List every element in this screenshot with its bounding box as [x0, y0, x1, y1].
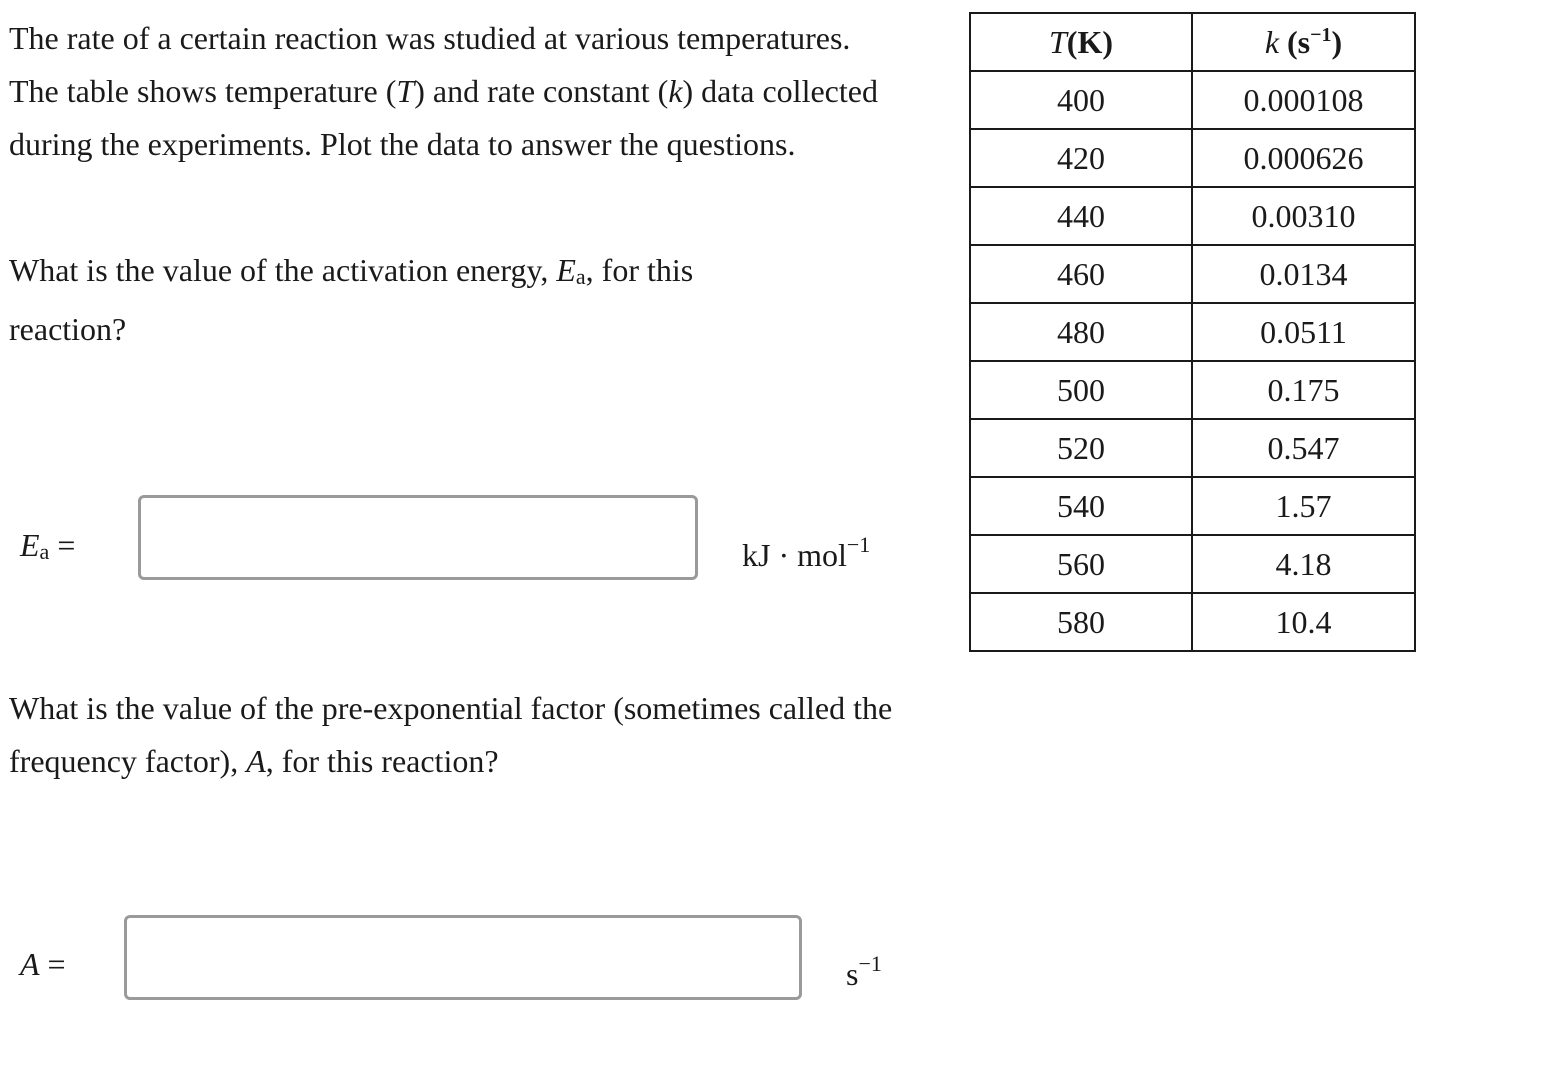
ea-unit-main: kJ · mol: [742, 537, 847, 573]
activation-energy-question: [9, 244, 809, 356]
pre-exponential-unit: [846, 944, 882, 994]
temperature-symbol: T: [396, 73, 415, 109]
rate-constant-cell: 0.0134: [1192, 245, 1415, 303]
ea-label: [20, 525, 75, 572]
header-k-symbol: k: [1264, 23, 1280, 60]
ea-label-symbol: E: [20, 527, 40, 563]
table-header-row: [970, 13, 1415, 71]
a-label-equals: =: [39, 946, 66, 982]
header-k-unit-close: ): [1331, 23, 1343, 60]
table-row: [970, 129, 1415, 187]
rate-constant-cell: 0.547: [1192, 419, 1415, 477]
temperature-cell: 460: [970, 245, 1192, 303]
pre-exponential-input[interactable]: [124, 915, 802, 1000]
activation-energy-unit: [742, 525, 870, 575]
pre-exponential-question: [9, 682, 909, 788]
header-t-unit: (K): [1066, 23, 1113, 60]
q1-text-2: , for this reaction?: [9, 252, 694, 347]
rate-constant-cell: 0.000626: [1192, 129, 1415, 187]
table-row: [970, 303, 1415, 361]
temperature-cell: 440: [970, 187, 1192, 245]
header-k-unit-open: (s: [1279, 23, 1311, 60]
ea-unit-exponent: −1: [846, 532, 871, 557]
rate-constant-symbol: k: [668, 73, 683, 109]
q1-ea-symbol: E: [556, 252, 576, 288]
header-k-unit: [1279, 24, 1342, 60]
q2-text-2: , for this reaction?: [265, 743, 499, 779]
q2-text-1: What is the value of the pre-exponential factor (sometimes called the frequency factor),: [9, 690, 893, 779]
header-rate-constant: [1192, 13, 1415, 71]
a-unit-exponent: −1: [858, 951, 882, 976]
table-row: [970, 535, 1415, 593]
temperature-cell: 540: [970, 477, 1192, 535]
table-row: [970, 187, 1415, 245]
temperature-rate-table: [969, 12, 1416, 652]
header-temperature: [970, 13, 1192, 71]
q1-text-1: What is the value of the activation energy,: [9, 252, 557, 288]
table-row: [970, 71, 1415, 129]
intro-text-2: ) and rate constant (: [414, 73, 669, 109]
intro-text-1: The rate of a certain reaction was studied at various temperatures. The table shows temperature (: [9, 20, 851, 109]
header-k-unit-exponent: −1: [1310, 23, 1332, 46]
rate-constant-cell: 10.4: [1192, 593, 1415, 651]
temperature-cell: 560: [970, 535, 1192, 593]
header-t-symbol: T: [1049, 23, 1067, 60]
table-row: [970, 593, 1415, 651]
rate-constant-cell: 0.000108: [1192, 71, 1415, 129]
rate-constant-cell: 0.00310: [1192, 187, 1415, 245]
q1-ea-subscript: a: [575, 264, 586, 289]
rate-constant-cell: 4.18: [1192, 535, 1415, 593]
rate-constant-cell: 1.57: [1192, 477, 1415, 535]
a-label-symbol: A: [20, 946, 40, 982]
ea-label-equals: =: [49, 527, 76, 563]
rate-constant-cell: 0.0511: [1192, 303, 1415, 361]
rate-constant-cell: 0.175: [1192, 361, 1415, 419]
temperature-cell: 520: [970, 419, 1192, 477]
temperature-cell: 580: [970, 593, 1192, 651]
table-row: [970, 361, 1415, 419]
a-unit-main: s: [846, 956, 859, 992]
temperature-cell: 400: [970, 71, 1192, 129]
temperature-cell: 500: [970, 361, 1192, 419]
ea-label-subscript: a: [39, 539, 50, 564]
table-row: [970, 245, 1415, 303]
table-row: [970, 419, 1415, 477]
table-row: [970, 477, 1415, 535]
temperature-cell: 420: [970, 129, 1192, 187]
activation-energy-input[interactable]: [138, 495, 698, 580]
intro-text-3: ) data collected during the experiments. Plot the data to answer the questions.: [9, 73, 878, 162]
problem-intro: [9, 12, 889, 171]
a-label: [20, 944, 66, 984]
temperature-cell: 480: [970, 303, 1192, 361]
q2-a-symbol: A: [246, 743, 266, 779]
